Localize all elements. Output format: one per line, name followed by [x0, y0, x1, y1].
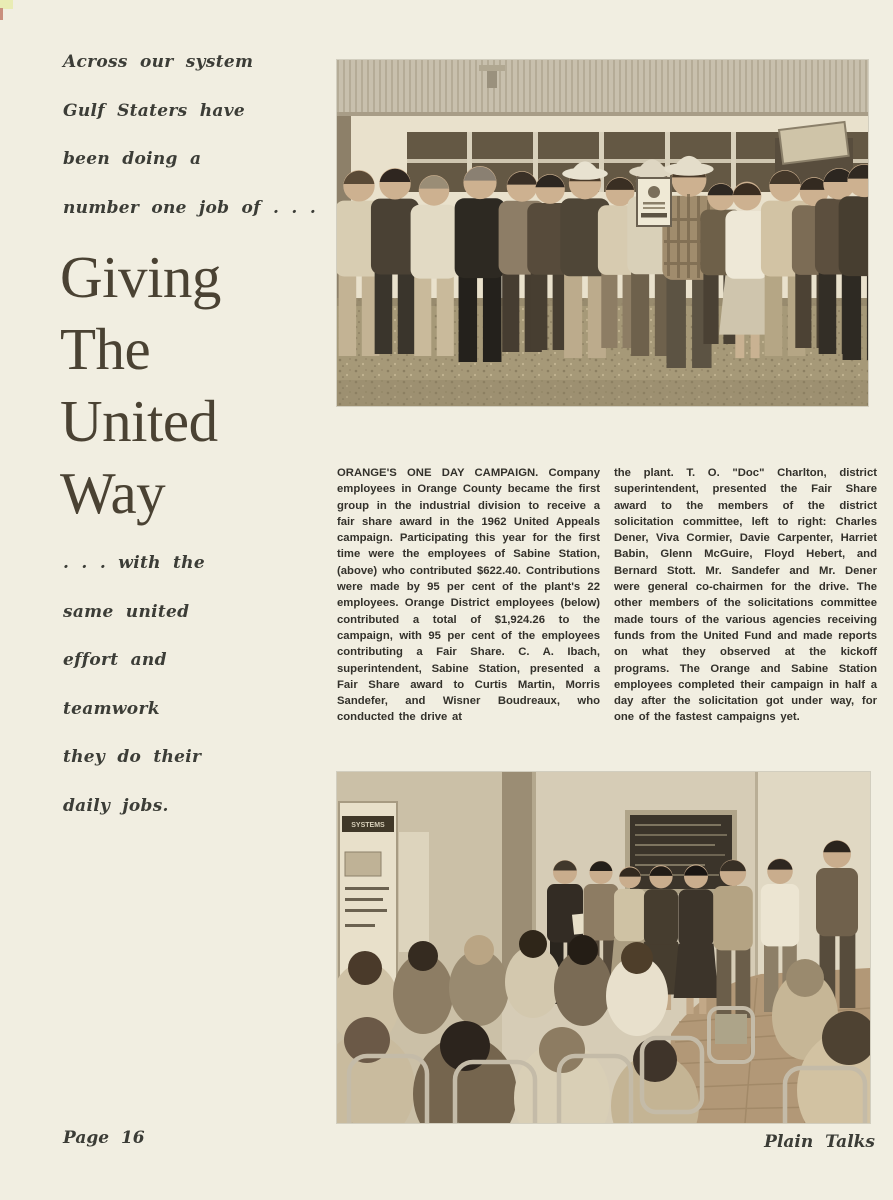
blackboard: [625, 810, 737, 894]
photo-caption: [337, 465, 877, 726]
page-title-line: United: [60, 388, 218, 454]
scan-edge-sliver: [0, 8, 3, 20]
page-number: Page 16: [63, 1128, 145, 1148]
bottom-photo-illustration: [337, 772, 870, 1123]
publication-name: Plain Talks: [764, 1132, 875, 1152]
top-photo-illustration: [337, 60, 868, 406]
page-title-line: The: [60, 316, 151, 382]
page-title: [60, 241, 221, 529]
page-title-line: Giving: [60, 244, 221, 310]
tagline-line: same united: [63, 601, 190, 622]
kicker-line: Across our system: [63, 52, 254, 72]
tagline-line: daily jobs.: [63, 795, 169, 816]
top-photo-outdoor-group: [337, 60, 868, 406]
page-title-line: Way: [60, 460, 166, 526]
bottom-photo-indoor-meeting: [337, 772, 870, 1123]
poster-label: SYSTEMS: [351, 822, 385, 829]
caption-column-1: ORANGE'S ONE DAY CAMPAIGN. Company employees in Orange County became the first group in the industrial division to receive a fair share award in the 1962 United Appeals campaign. Participating this year for the first time were the employees of Sabine Station, (above) who contributed $622.40. Contributions were made by 95 per cent of the plant's 22 employees. Orange District employees (below) contributed a total of $1,924.26 to the campaign, with 95 per cent of the employees contributing a Fair Share. C. A. Ibach, superintendent, Sabine Station, presented a Fair Share award to Curtis Martin, Morris Sandefer, and Wisner Boudreaux, who conducted the drive at: [337, 467, 600, 724]
caption-column-2: the plant. T. O. "Doc" Charlton, district superintendent, presented the Fair Share award to the members of the district solicitation committee, left to right: Charles Dener, Viva Cormier, Davie Carpenter, Harriet Babin, Glenn McGuire, Floyd Hebert, and Bernard Stott. Mr. Sandefer and Mr. Dener were general co-chairmen for the drive. The other members of the solicitations committee made tours of the various agencies receiving funds from the United Fund and made reports on what they observed at the kickoff programs. The Orange and Sabine Station employees completed their campaign in half a day after the solicitation got under way, for one of the fastest campaigns yet.: [614, 467, 877, 724]
tagline-block: [63, 553, 205, 844]
award-certificate: [637, 178, 671, 226]
kicker-line: been doing a: [63, 149, 202, 169]
tagline-line: teamwork: [63, 698, 160, 719]
kicker-block: [63, 52, 316, 246]
tagline-line: . . . with the: [63, 553, 205, 573]
kicker-line: Gulf Staters have: [63, 100, 245, 121]
kicker-line: number one job of . . .: [63, 197, 317, 218]
tagline-line: effort and: [63, 650, 167, 670]
tagline-line: they do their: [63, 747, 202, 767]
